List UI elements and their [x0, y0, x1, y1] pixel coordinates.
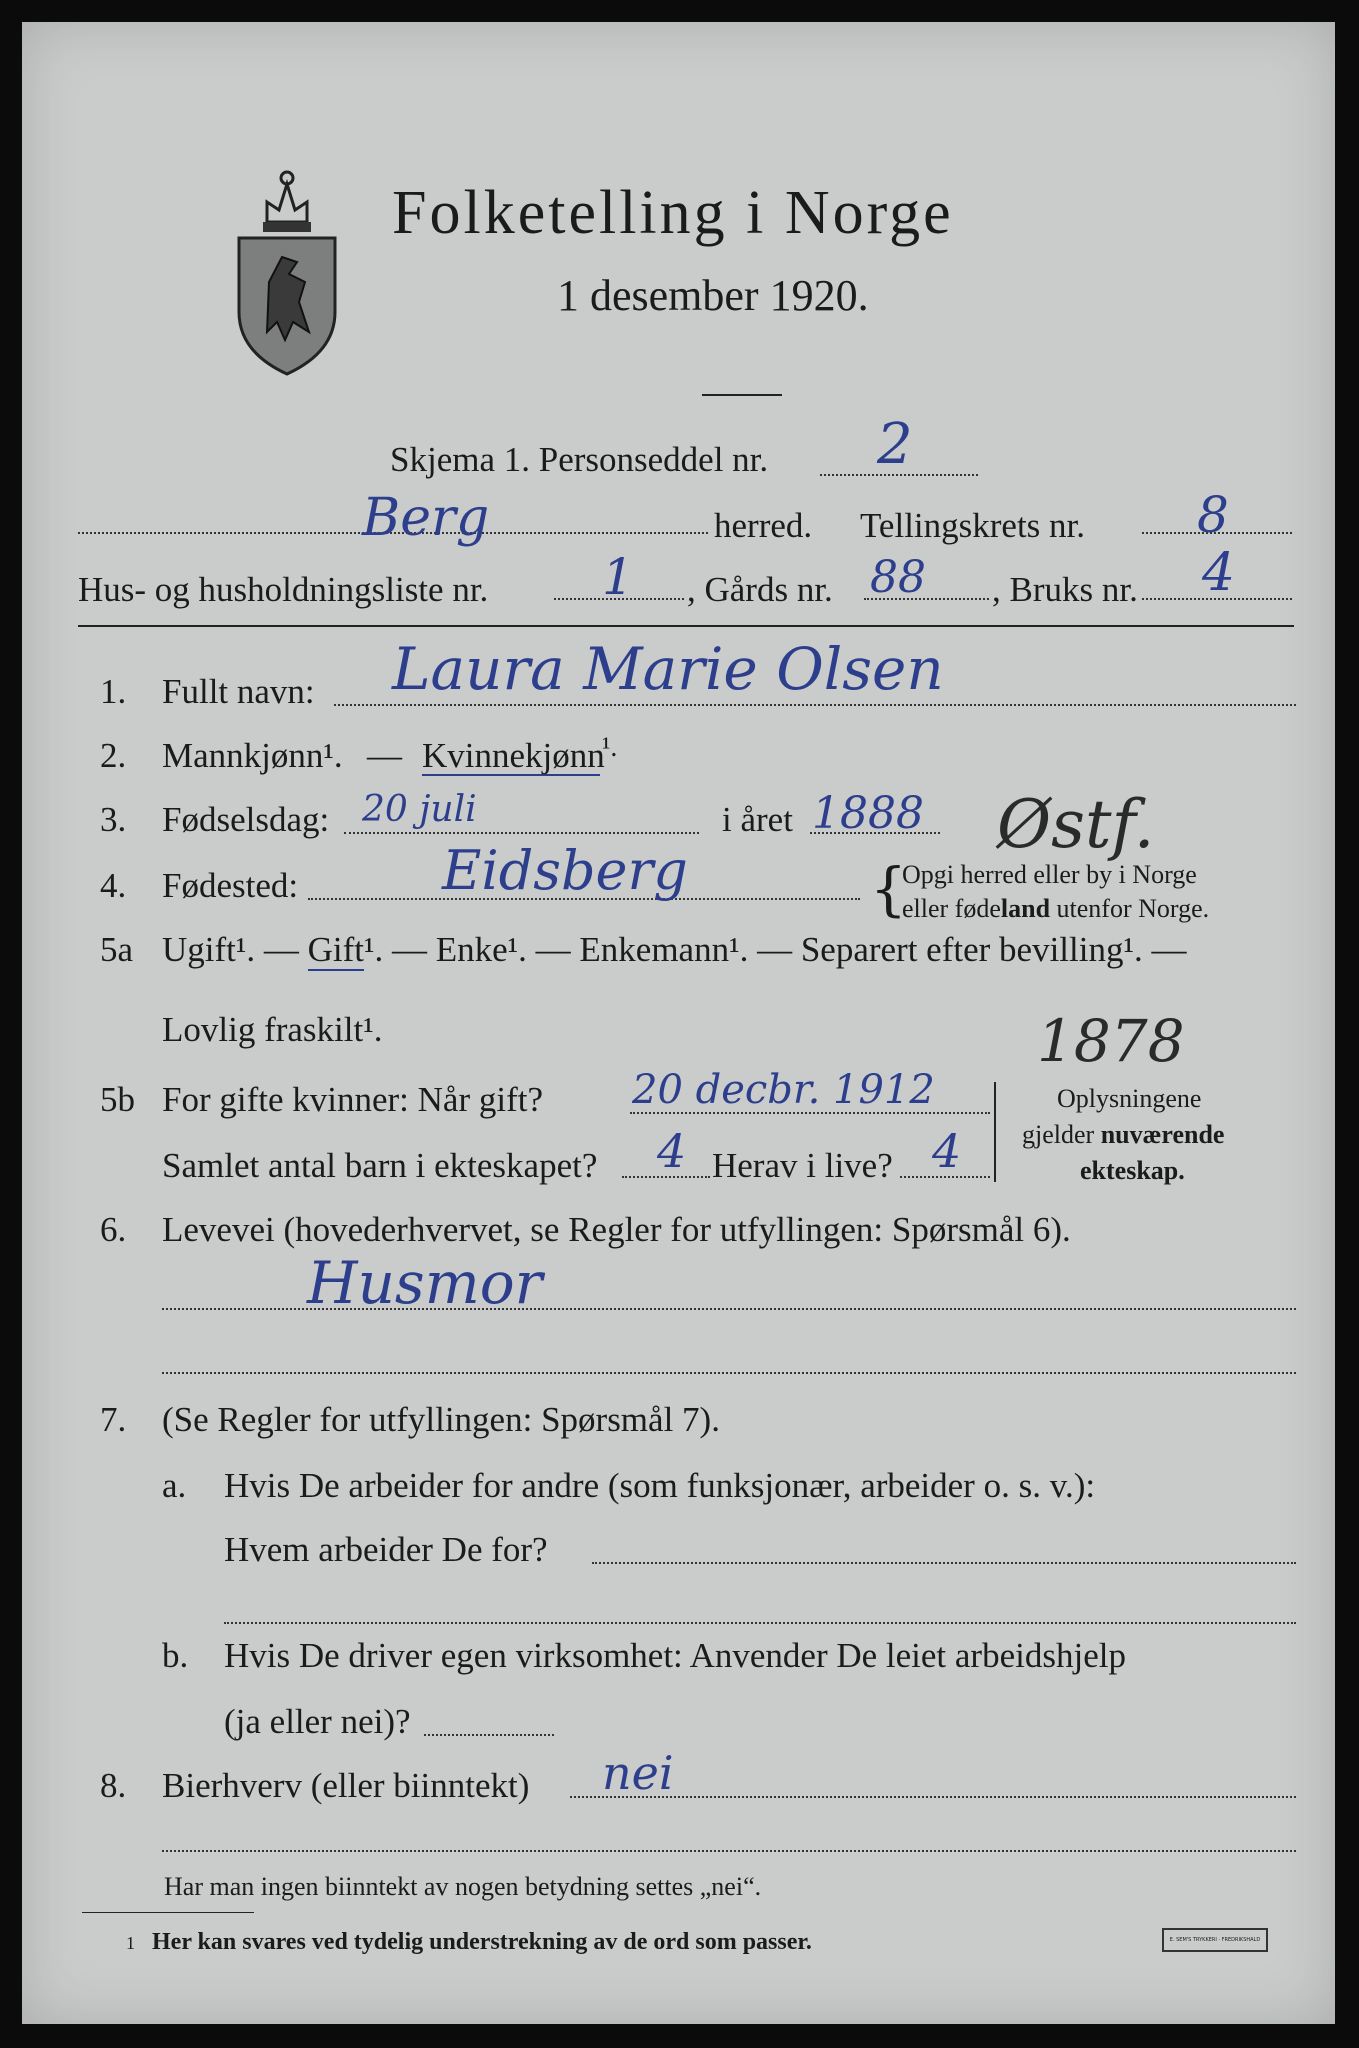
- q8-label: Bierhverv (eller biinntekt): [162, 1766, 530, 1805]
- birth-day-value: 20 juli: [362, 789, 477, 830]
- q5b-note2-a: gjelder: [1022, 1120, 1101, 1149]
- q4-brace: {: [870, 855, 907, 923]
- q3-number: 3.: [100, 800, 127, 839]
- hus-label: Hus- og husholdningsliste nr.: [78, 570, 489, 609]
- q1-line: [334, 704, 1296, 706]
- q4-number: 4.: [100, 866, 127, 905]
- q5a-options: [162, 932, 1186, 967]
- printer-stamp: [1162, 1928, 1268, 1952]
- q2-female-sup: ¹.: [602, 732, 618, 763]
- norway-coat-of-arms-icon: [227, 162, 347, 382]
- q4-note2-a: eller føde: [902, 894, 1001, 923]
- full-name-value: Laura Marie Olsen: [392, 635, 944, 703]
- alive-value: 4: [932, 1124, 962, 1178]
- q5b-label1: For gifte kvinner: Når gift?: [162, 1080, 544, 1119]
- schema-label: Skjema 1. Personseddel nr.: [390, 440, 769, 479]
- q4-label: Fødested:: [162, 866, 299, 905]
- q2-male: Mannkjønn¹.: [162, 736, 343, 775]
- bruks-nr: 4: [1202, 543, 1236, 603]
- q7a-question: Hvem arbeider De for?: [224, 1530, 548, 1569]
- q5a-extra: 1878: [1037, 1007, 1185, 1075]
- q7b-number: b.: [162, 1636, 189, 1675]
- footer-note: Har man ingen biinntekt av nogen betydning settes „nei“.: [164, 1872, 762, 1901]
- q8-number: 8.: [100, 1766, 127, 1805]
- q7-label: (Se Regler for utfyllingen: Spørsmål 7).: [162, 1400, 720, 1439]
- q7-number: 7.: [100, 1400, 127, 1439]
- footnote-number: 1: [126, 1933, 135, 1953]
- occupation-value: Husmor: [307, 1249, 543, 1317]
- q5a-line2: Lovlig fraskilt¹.: [162, 1010, 383, 1049]
- county-mark: Østf.: [997, 786, 1155, 863]
- form-title: Folketelling i Norge: [392, 179, 954, 247]
- footnote-text: Her kan svares ved tydelig understrekning av de ord som passer.: [152, 1929, 812, 1955]
- q8-line: [570, 1796, 1296, 1798]
- title-divider: [702, 394, 782, 396]
- birth-year-value: 1888: [812, 788, 924, 839]
- q5a-gift: Gift: [307, 930, 365, 969]
- q5b-note3: ekteskap.: [1080, 1156, 1185, 1185]
- q7a-line2: [224, 1622, 1296, 1624]
- hus-nr: 1: [602, 548, 634, 606]
- gards-nr: 88: [870, 552, 926, 603]
- married-date-value: 20 decbr. 1912: [632, 1067, 935, 1113]
- q7a-label: Hvis De arbeider for andre (som funksjonær, arbeider o. s. v.):: [224, 1466, 1096, 1505]
- q5b-label2: Samlet antal barn i ekteskapet?: [162, 1146, 598, 1185]
- q5b-note1: Oplysningene: [1057, 1084, 1202, 1113]
- q2-number: 2.: [100, 736, 127, 775]
- q3-year-label: i året: [722, 800, 793, 839]
- q6-line1: [162, 1308, 1296, 1310]
- footnote-divider: [82, 1912, 254, 1913]
- q5b-note2-bold: nuværende: [1100, 1120, 1225, 1149]
- female-underline: [422, 774, 600, 776]
- children-value: 4: [657, 1124, 687, 1178]
- herred-value: Berg: [362, 488, 490, 548]
- side-income-value: nei: [602, 1746, 674, 1800]
- tellingskrets-nr: 8: [1197, 486, 1229, 544]
- q6-line2: [162, 1372, 1296, 1374]
- q5a-ugift: Ugift¹. —: [162, 930, 299, 969]
- q5b-alive-label: Herav i live?: [712, 1146, 893, 1185]
- q3-day-line: [344, 832, 699, 834]
- personseddel-nr: 2: [877, 412, 913, 477]
- q5a-rest: ¹. — Enke¹. — Enkemann¹. — Separert efter bevilling¹. —: [364, 930, 1187, 969]
- q5b-note2: [1022, 1122, 1224, 1148]
- census-form: [22, 22, 1335, 2024]
- q6-label: Levevei (hovederhvervet, se Regler for utfyllingen: Spørsmål 6).: [162, 1210, 1071, 1249]
- q6-number: 6.: [100, 1210, 127, 1249]
- herred-label: herred.: [714, 506, 813, 545]
- printer-stamp-text: E. SEM'S TRYKKERI · FREDRIKSHALD: [1169, 1937, 1261, 1943]
- q7b-label: Hvis De driver egen virksomhet: Anvender De leiet arbeidshjelp: [224, 1636, 1126, 1675]
- header-divider: [78, 625, 1294, 627]
- q7a-number: a.: [162, 1466, 187, 1505]
- q4-note2-b: land: [1000, 894, 1051, 923]
- q4-note2: [902, 896, 1209, 922]
- q7b-question: (ja eller nei)?: [224, 1702, 411, 1741]
- footer-line: [162, 1850, 1296, 1852]
- q4-note2-c: utenfor Norge.: [1050, 894, 1210, 923]
- census-date: 1 desember 1920.: [557, 271, 869, 320]
- q5b-number: 5b: [100, 1080, 135, 1119]
- birthplace-value: Eidsberg: [442, 839, 688, 902]
- q4-note1: Opgi herred eller by i Norge: [902, 860, 1197, 889]
- q3-label: Fødselsdag:: [162, 800, 330, 839]
- q1-number: 1.: [100, 672, 127, 711]
- q5a-number: 5a: [100, 930, 134, 969]
- q2-dash: —: [367, 736, 402, 775]
- gards-label: , Gårds nr.: [687, 570, 833, 609]
- q1-label: Fullt navn:: [162, 672, 315, 711]
- q7b-line: [424, 1734, 554, 1736]
- q7a-line1: [592, 1562, 1296, 1564]
- bruks-label: , Bruks nr.: [992, 570, 1138, 609]
- q2-female: Kvinnekjønn: [422, 736, 605, 775]
- q5b-bracket: [994, 1082, 996, 1182]
- tellingskrets-label: Tellingskrets nr.: [860, 506, 1086, 545]
